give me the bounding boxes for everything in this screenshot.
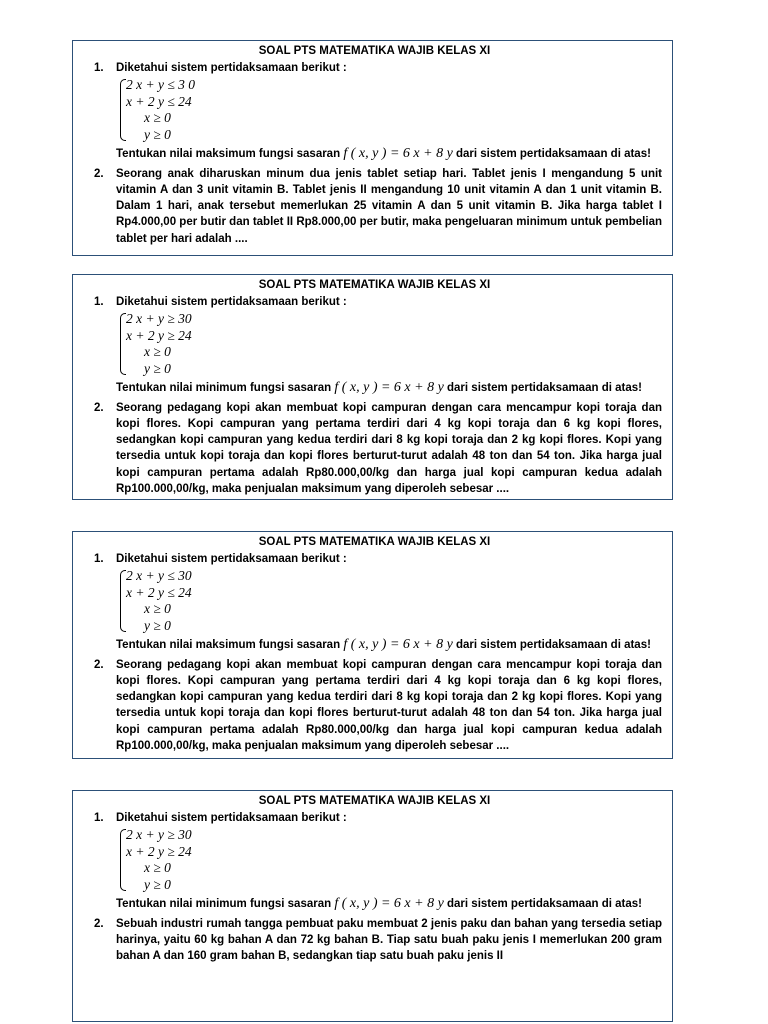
objective-function: f ( x, y ) = 6 x + 8 y [334, 380, 444, 396]
question-intro: Diketahui sistem pertidaksamaan berikut : [116, 553, 347, 565]
card-title: SOAL PTS MATEMATIKA WAJIB KELAS XI [258, 45, 491, 57]
question-2 [87, 916, 662, 965]
left-brace-icon [120, 829, 126, 891]
objective-line [116, 146, 662, 162]
question-number: 2. [94, 917, 104, 930]
objective-line [116, 380, 662, 396]
question-text: Seorang pedagang kopi akan membuat kopi campuran dengan cara mencampur kopi toraja dan kopi flores. Kopi campuran yang pertama terdiri dari 4 kg kopi toraja dan 6 kg kopi flores, sedangkan kopi campuran yang kedua terdiri dari 8 kg kopi toraja dan 2 kg kopi flores. Kopi yang tersedia untuk kopi toraja dan kopi flores berturut-turut adalah 48 ton dan 54 ton. Jika harga jual kopi campuran pertama adalah Rp80.000,00/kg dan harga jual kopi campuran kedua adalah Rp100.000,00/kg, maka penjualan maksimum yang diperoleh sebesar .... [116, 658, 662, 753]
question-1 [87, 810, 662, 913]
question-text: Sebuah industri rumah tangga pembuat paku membuat 2 jenis paku dan bahan yang tersedia setiap harinya, yaitu 60 kg bahan A dan 72 kg bahan B. Tiap satu buah paku jenis I memerlukan 200 gram bahan A dan 160 gram bahan B, sedangkan tiap satu buah paku jenis II [116, 917, 662, 963]
question-2 [87, 657, 662, 755]
card-title: SOAL PTS MATEMATIKA WAJIB KELAS XI [258, 536, 491, 548]
objective-line [116, 637, 662, 653]
objective-prefix: Tentukan nilai minimum fungsi sasaran [116, 382, 332, 395]
inequality: 2 x + y ≤ 30 [126, 568, 192, 584]
question-intro: Diketahui sistem pertidaksamaan berikut : [116, 812, 347, 824]
card-title: SOAL PTS MATEMATIKA WAJIB KELAS XI [258, 795, 491, 807]
inequality: x ≥ 0 [144, 110, 171, 126]
objective-function: f ( x, y ) = 6 x + 8 y [343, 146, 453, 162]
objective-suffix: dari sistem pertidaksamaan di atas! [447, 382, 642, 395]
inequality: x + 2 y ≥ 24 [126, 327, 192, 343]
question-text: Seorang pedagang kopi akan membuat kopi campuran dengan cara mencampur kopi toraja dan kopi flores. Kopi campuran yang pertama terdiri dari 4 kg kopi toraja dan 6 kg kopi flores, sedangkan kopi campuran yang kedua terdiri dari 8 kg kopi toraja dan 2 kg kopi flores. Kopi yang tersedia untuk kopi toraja dan kopi flores berturut-turut adalah 48 ton dan 54 ton. Jika harga jual kopi campuran pertama adalah Rp80.000,00/kg dan harga jual kopi campuran kedua adalah Rp100.000,00/kg, maka penjualan maksimum yang diperoleh sebesar .... [116, 401, 662, 496]
objective-function: f ( x, y ) = 6 x + 8 y [334, 896, 444, 912]
inequality: y ≥ 0 [144, 360, 171, 376]
question-intro: Diketahui sistem pertidaksamaan berikut : [116, 62, 347, 74]
inequality: y ≥ 0 [144, 876, 171, 892]
question-number: 2. [94, 658, 104, 671]
inequality: y ≥ 0 [144, 617, 171, 633]
card-title: SOAL PTS MATEMATIKA WAJIB KELAS XI [258, 279, 491, 291]
left-brace-icon [120, 79, 126, 141]
inequality: x + 2 y ≤ 24 [126, 584, 192, 600]
question-1 [87, 294, 662, 397]
question-number: 2. [94, 167, 104, 180]
inequality: 2 x + y ≤ 3 0 [126, 77, 196, 93]
objective-prefix: Tentukan nilai minimum fungsi sasaran [116, 898, 332, 911]
objective-line [116, 896, 662, 912]
question-card-2 [72, 274, 673, 500]
inequality: x ≥ 0 [144, 860, 171, 876]
objective-prefix: Tentukan nilai maksimum fungsi sasaran [116, 148, 341, 161]
inequality-system [120, 77, 662, 143]
question-number: 1. [94, 296, 104, 308]
question-card-3 [72, 531, 673, 759]
inequality-system [120, 311, 662, 377]
inequality: x ≥ 0 [144, 344, 171, 360]
question-number: 1. [94, 62, 104, 74]
question-1 [87, 60, 662, 163]
question-text: Seorang anak diharuskan minum dua jenis tablet setiap hari. Tablet jenis I mengandung 5 unit vitamin A dan 3 unit vitamin B. Tablet jenis II mengandung 10 unit vitamin A dan 1 unit vitamin B. Dalam 1 hari, anak tersebut memerlukan 25 vitamin A dan 5 unit vitamin B. Jika harga tablet I Rp4.000,00 per butir dan tablet II Rp8.000,00 per butir, maka pengeluaran minimum untuk pembelian tablet per hari adalah .... [116, 167, 662, 245]
question-1 [87, 551, 662, 654]
objective-function: f ( x, y ) = 6 x + 8 y [343, 637, 453, 653]
objective-suffix: dari sistem pertidaksamaan di atas! [447, 898, 642, 911]
inequality: x + 2 y ≥ 24 [126, 843, 192, 859]
question-card-4 [72, 790, 673, 1022]
question-2 [87, 166, 662, 247]
objective-prefix: Tentukan nilai maksimum fungsi sasaran [116, 639, 341, 652]
inequality-system [120, 568, 662, 634]
inequality-system [120, 827, 662, 893]
question-number: 1. [94, 553, 104, 565]
question-number: 2. [94, 401, 104, 414]
inequality: x ≥ 0 [144, 601, 171, 617]
question-number: 1. [94, 812, 104, 824]
question-intro: Diketahui sistem pertidaksamaan berikut : [116, 296, 347, 308]
inequality: x + 2 y ≤ 24 [126, 93, 192, 109]
inequality: 2 x + y ≥ 30 [126, 827, 192, 843]
question-card-1 [72, 40, 673, 256]
question-2 [87, 400, 662, 498]
objective-suffix: dari sistem pertidaksamaan di atas! [455, 148, 651, 161]
objective-suffix: dari sistem pertidaksamaan di atas! [455, 639, 651, 652]
left-brace-icon [120, 570, 126, 632]
left-brace-icon [120, 313, 126, 375]
inequality: 2 x + y ≥ 30 [126, 311, 192, 327]
inequality: y ≥ 0 [144, 126, 171, 142]
